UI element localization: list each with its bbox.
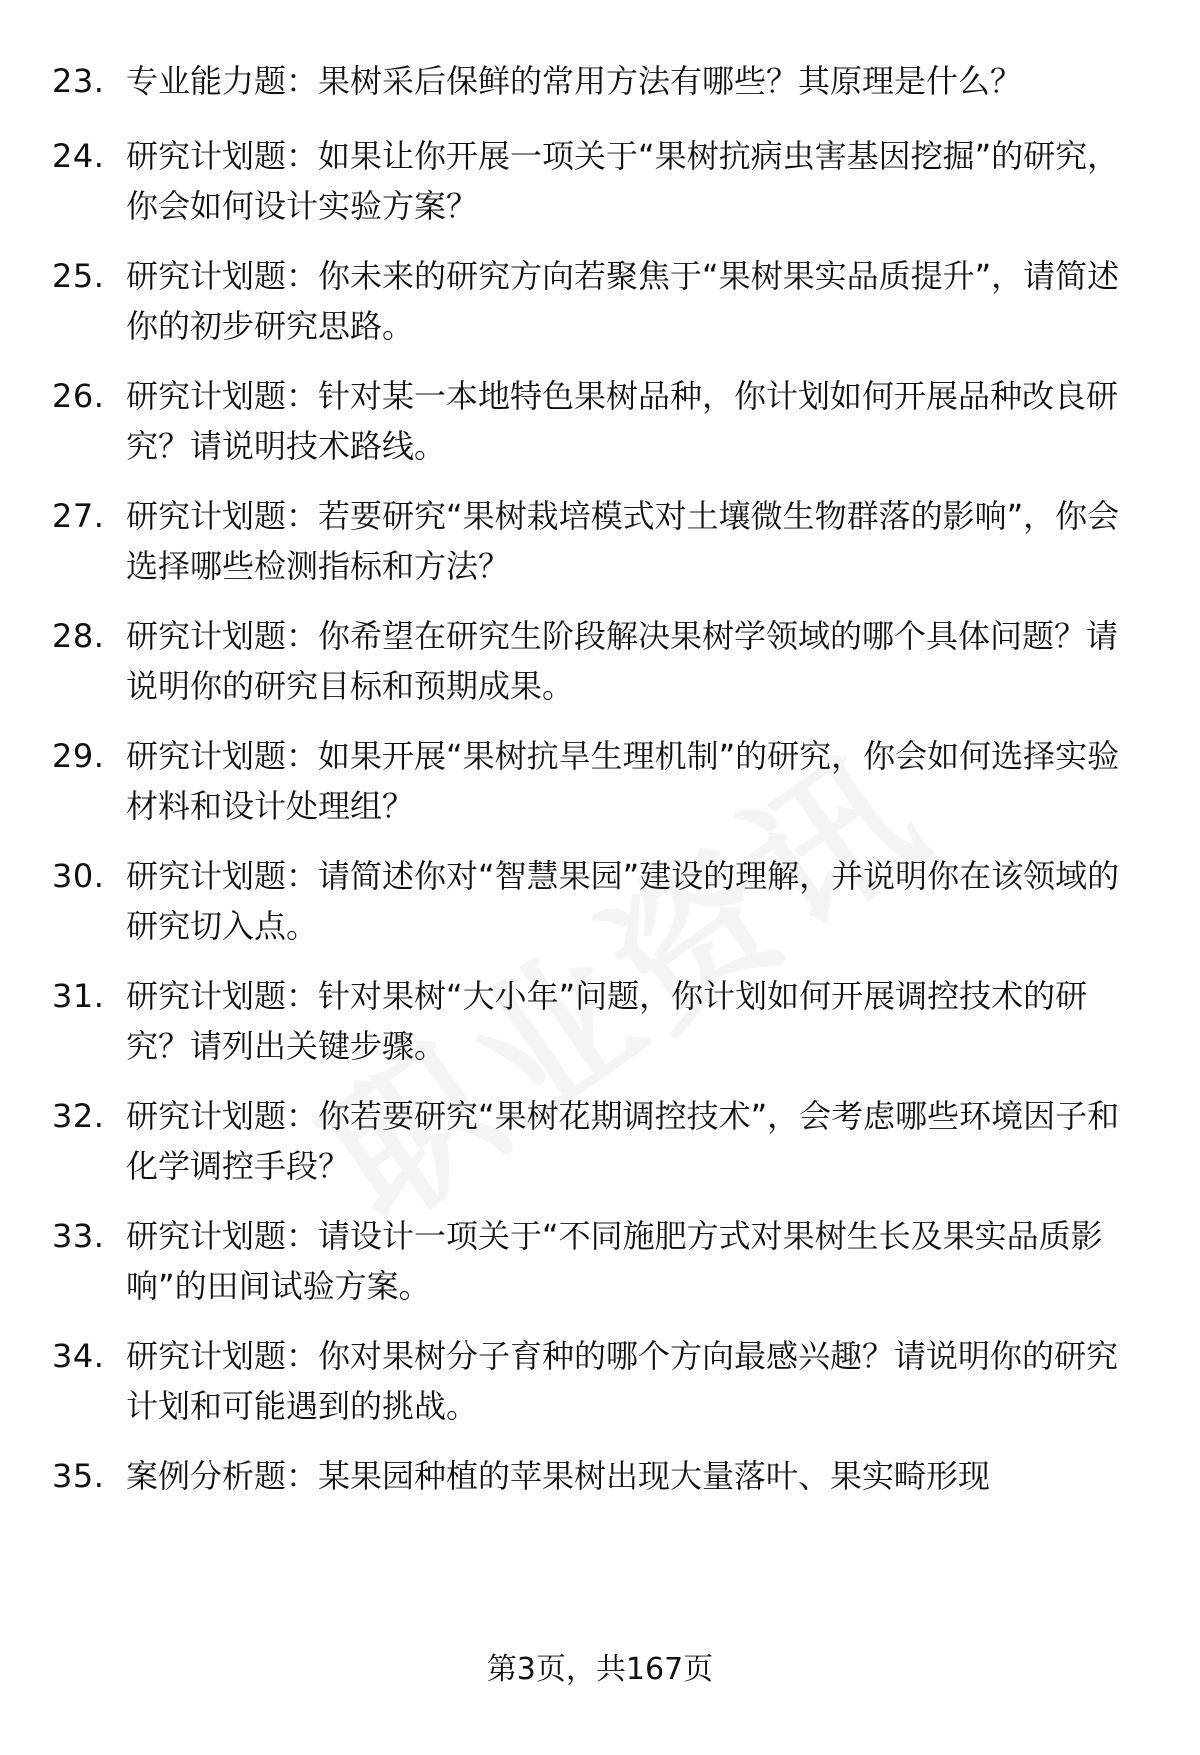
question-item xyxy=(52,1211,1142,1311)
question-number: 32. xyxy=(52,1097,105,1135)
question-item xyxy=(52,491,1142,591)
question-item xyxy=(52,851,1142,951)
question-number: 31. xyxy=(52,977,105,1015)
question-number: 26. xyxy=(52,377,105,415)
question-item xyxy=(52,731,1142,831)
question-list xyxy=(52,56,1142,1501)
question-text: 研究计划题：如果让你开展一项关于“果树抗病虫害基因挖掘”的研究，你会如何设计实验方案？ xyxy=(126,137,1120,225)
question-text: 研究计划题：针对某一本地特色果树品种，你计划如何开展品种改良研究？请说明技术路线。 xyxy=(126,377,1119,465)
question-text: 研究计划题：请设计一项关于“不同施肥方式对果树生长及果实品质影响”的田间试验方案。 xyxy=(126,1217,1103,1305)
question-item xyxy=(52,1091,1142,1191)
question-number: 24. xyxy=(52,137,105,175)
question-item xyxy=(52,131,1142,231)
question-number: 30. xyxy=(52,857,105,895)
question-text: 研究计划题：请简述你对“智慧果园”建设的理解，并说明你在该领域的研究切入点。 xyxy=(126,857,1120,945)
question-number: 28. xyxy=(52,617,105,655)
question-text: 研究计划题：你未来的研究方向若聚焦于“果树果实品质提升”，请简述你的初步研究思路。 xyxy=(126,257,1120,345)
question-number: 35. xyxy=(52,1457,105,1495)
question-text: 研究计划题：如果开展“果树抗旱生理机制”的研究，你会如何选择实验材料和设计处理组？ xyxy=(126,737,1120,825)
question-text: 研究计划题：若要研究“果树栽培模式对土壤微生物群落的影响”，你会选择哪些检测指标和方法？ xyxy=(126,497,1120,585)
question-item xyxy=(52,611,1142,711)
question-number: 25. xyxy=(52,257,105,295)
question-text: 案例分析题：某果园种植的苹果树出现大量落叶、果实畸形现 xyxy=(126,1457,991,1495)
question-item xyxy=(52,971,1142,1071)
question-text: 专业能力题：果树采后保鲜的常用方法有哪些？其原理是什么？ xyxy=(126,62,1023,100)
question-number: 29. xyxy=(52,737,105,775)
question-item xyxy=(52,251,1142,351)
question-number: 33. xyxy=(52,1217,105,1255)
question-item xyxy=(52,1451,1142,1501)
question-text: 研究计划题：你对果树分子育种的哪个方向最感兴趣？请说明你的研究计划和可能遇到的挑战。 xyxy=(126,1337,1119,1425)
question-text: 研究计划题：你若要研究“果树花期调控技术”，会考虑哪些环境因子和化学调控手段？ xyxy=(126,1097,1120,1185)
question-item xyxy=(52,371,1142,471)
question-text: 研究计划题：你希望在研究生阶段解决果树学领域的哪个具体问题？请说明你的研究目标和预期成果。 xyxy=(126,617,1119,705)
question-item xyxy=(52,1331,1142,1431)
question-number: 34. xyxy=(52,1337,105,1375)
page-number-footer: 第3页，共167页 xyxy=(486,1652,714,1687)
question-item xyxy=(52,56,1142,106)
question-number: 27. xyxy=(52,497,105,535)
question-text: 研究计划题：针对果树“大小年”问题，你计划如何开展调控技术的研究？请列出关键步骤。 xyxy=(126,977,1088,1065)
question-number: 23. xyxy=(52,62,105,100)
